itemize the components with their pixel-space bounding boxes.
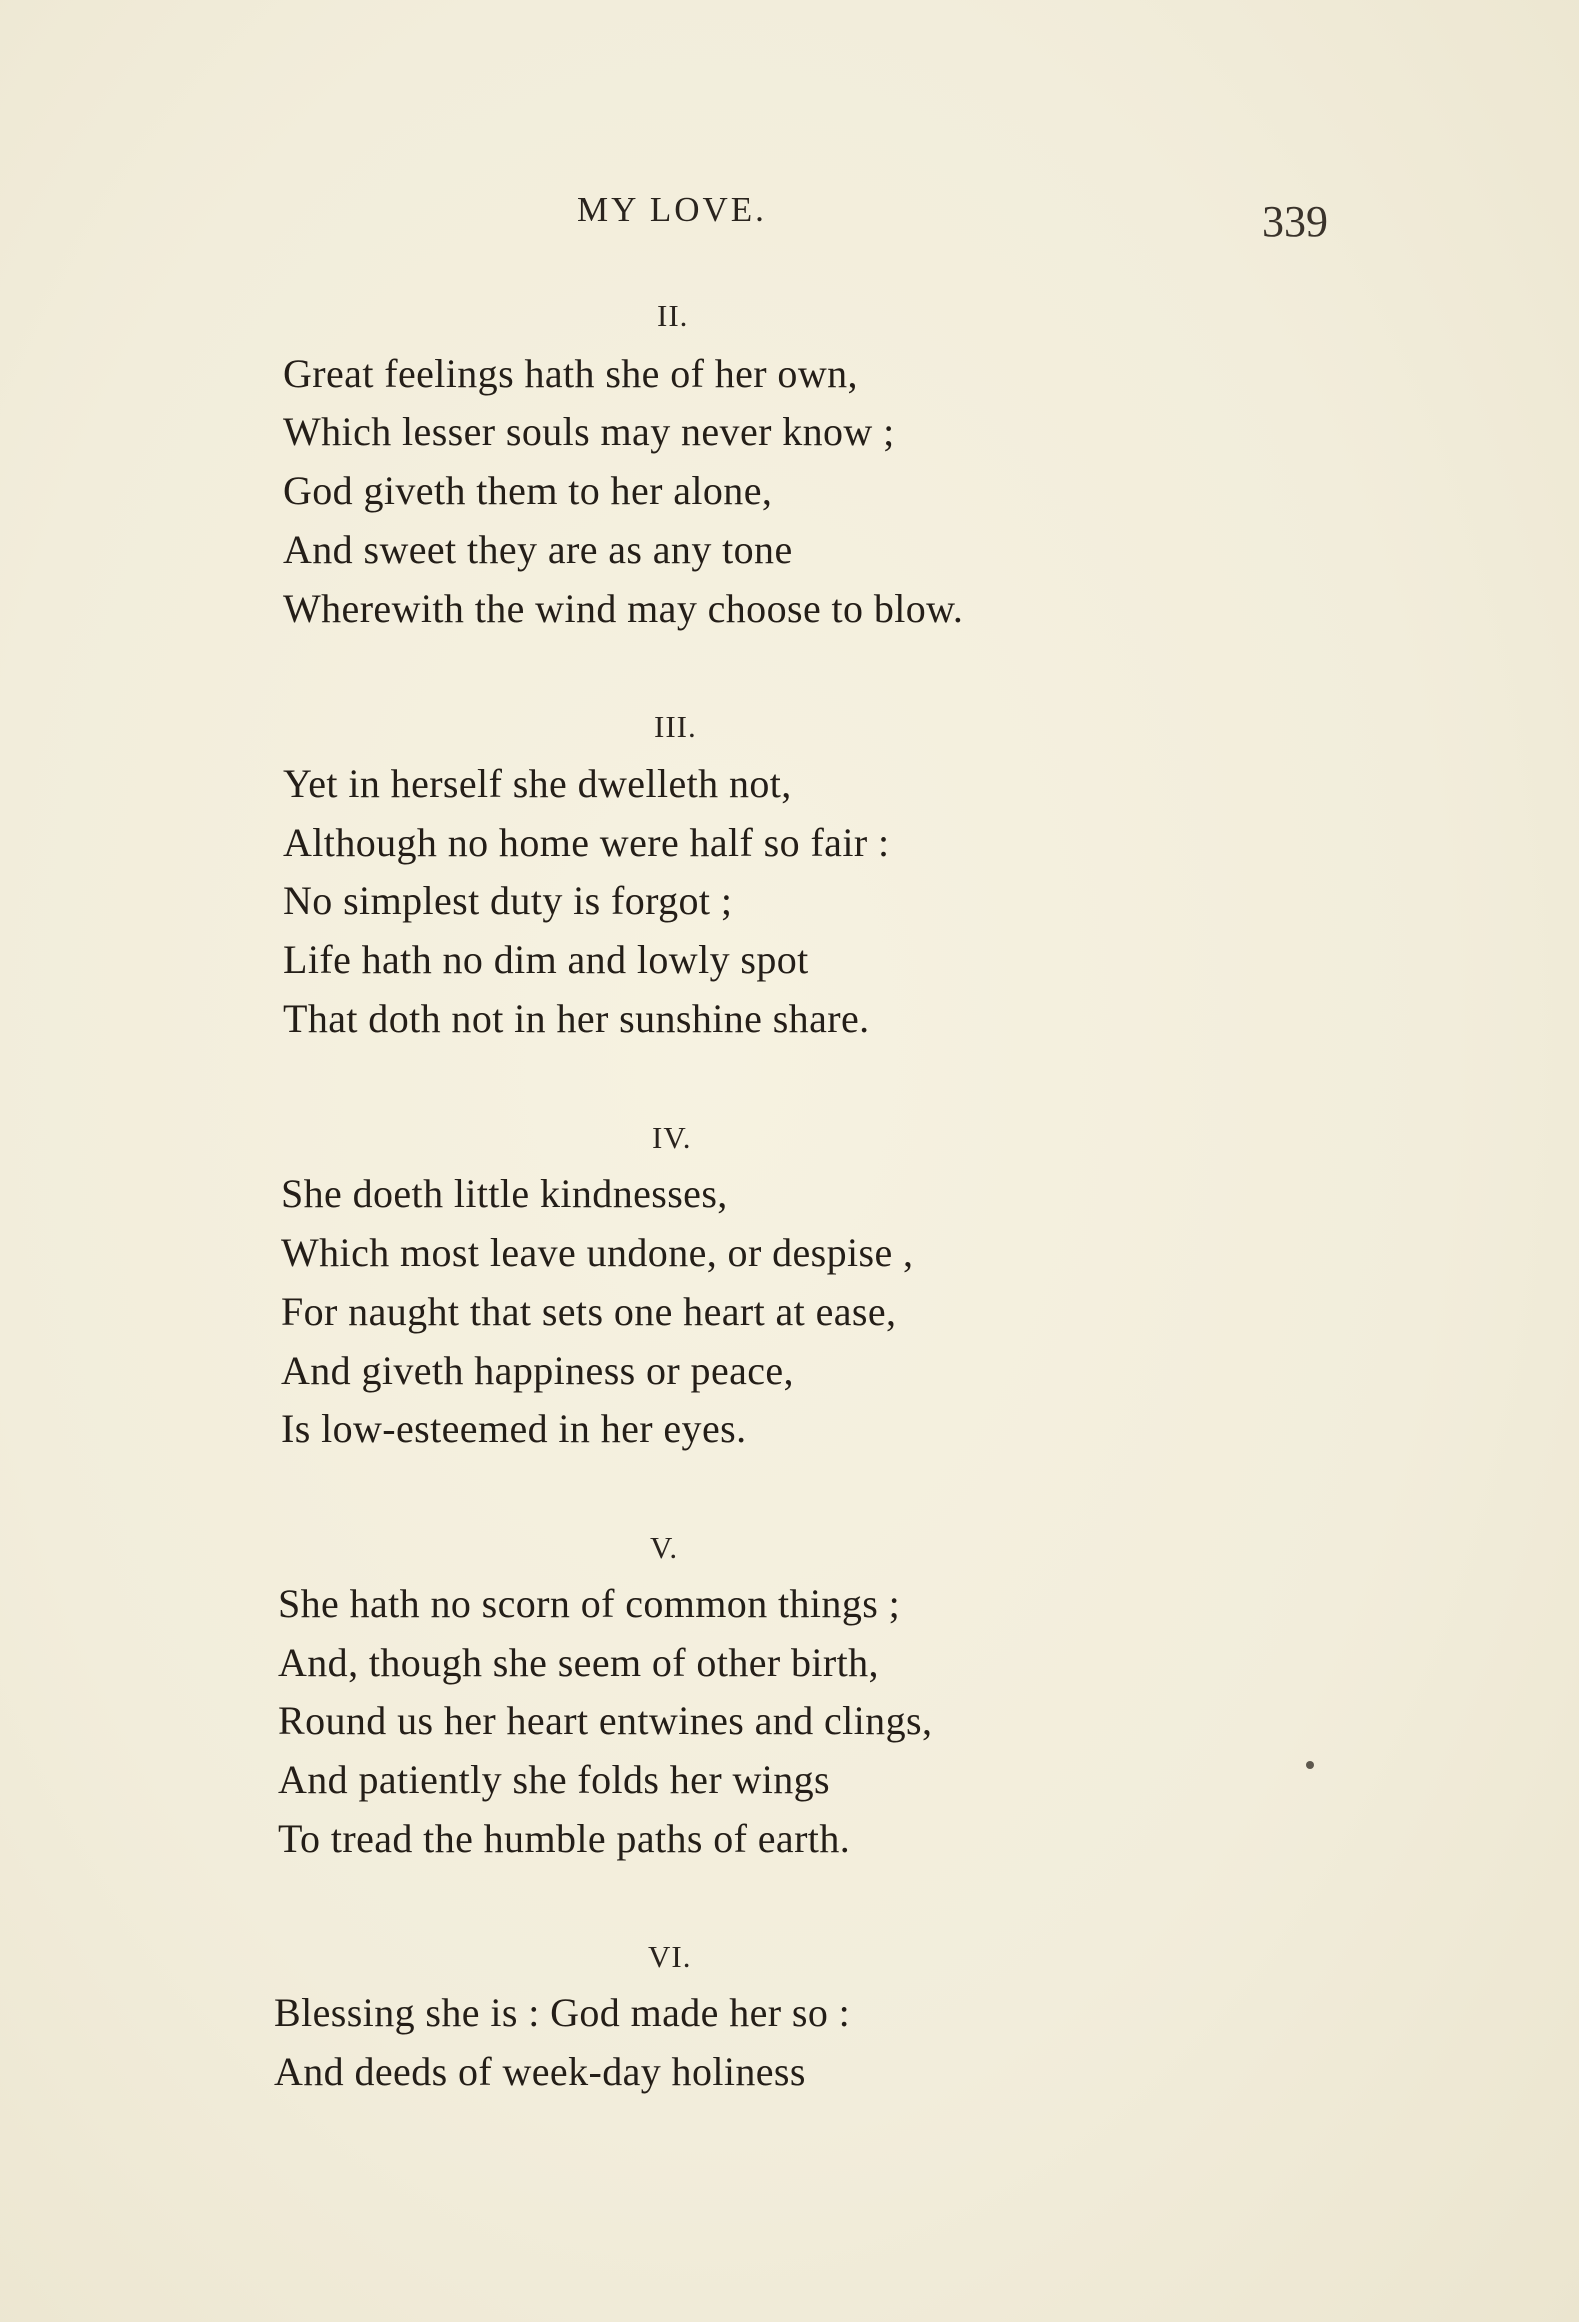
poem-line: Great feelings hath she of her own, [283,351,858,396]
running-head-title: MY LOVE. [577,190,767,229]
stanza-numeral: V. [650,1530,679,1565]
poem-line: God giveth them to her alone, [283,468,773,513]
poem-line: Which most leave undone, or despise , [281,1230,914,1275]
poem-line: And patiently she folds her wings [278,1757,831,1802]
poem-line: And sweet they are as any tone [283,527,793,572]
poem-line: Which lesser souls may never know ; [283,409,895,454]
poem-line: Is low-esteemed in her eyes. [281,1406,747,1451]
poem-line: Although no home were half so fair : [283,820,890,865]
stanza-numeral: II. [657,298,689,333]
poem-line: Blessing she is : God made her so : [274,1990,851,2035]
paper-speck [1306,1761,1314,1769]
poem-line: She hath no scorn of common things ; [278,1581,901,1626]
stanza-numeral: VI. [648,1939,692,1974]
poem-line: No simplest duty is forgot ; [283,878,733,923]
poem-line: Life hath no dim and lowly spot [283,937,809,982]
poem-line: For naught that sets one heart at ease, [281,1289,897,1334]
poem-line: Yet in herself she dwelleth not, [283,761,792,806]
poem-line: And, though she seem of other birth, [278,1640,879,1685]
stanza-numeral: IV. [652,1120,692,1155]
page-number: 339 [1262,197,1328,246]
poem-line: She doeth little kindnesses, [281,1171,728,1216]
poem-line: That doth not in her sunshine share. [283,996,870,1041]
poem-line: And giveth happiness or peace, [281,1348,794,1393]
poem-line: To tread the humble paths of earth. [278,1816,851,1861]
stanza-numeral: III. [654,709,697,744]
poem-line: Wherewith the wind may choose to blow. [283,586,964,631]
poem-line: And deeds of week-day holiness [274,2049,806,2094]
poem-line: Round us her heart entwines and clings, [278,1698,933,1743]
